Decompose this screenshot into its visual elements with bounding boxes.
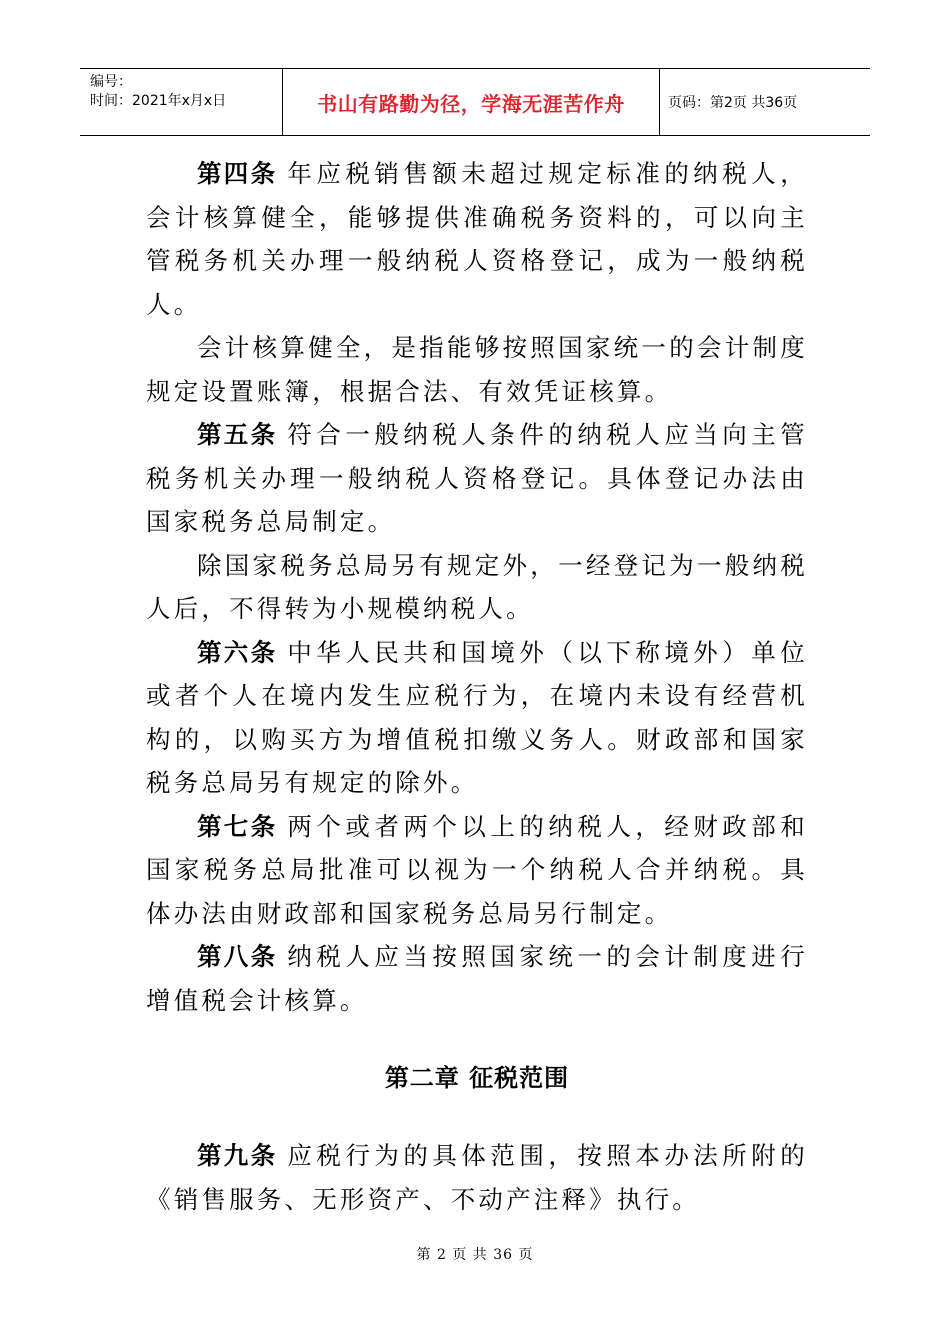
article-number: 第七条 (197, 811, 278, 841)
document-number-label: 编号： (90, 74, 132, 90)
page-footer: 第 2 页 共 36 页 (416, 1247, 534, 1263)
article-text: 除国家税务总局另有规定外，一经登记为一般纳税人后，不得转为小规模纳税人。 (146, 550, 808, 623)
document-body (146, 152, 808, 1221)
article-text: 纳税人应当按照国家统一的会计制度进行增值税会计核算。 (146, 942, 808, 1015)
article-paragraph (146, 413, 808, 544)
article-text: 中华人民共和国境外（以下称境外）单位或者个人在境内发生应税行为，在境内未设有经营机构的，以购买方为增值税扣缴义务人。财政部和国家税务总局另有规定的除外。 (146, 637, 808, 797)
article-number: 第六条 (197, 637, 278, 667)
article-paragraph (146, 152, 808, 326)
article-paragraph (146, 935, 808, 1022)
article-paragraph (146, 326, 808, 413)
article-paragraph (146, 544, 808, 631)
article-text: 应税行为的具体范围，按照本办法所附的《销售服务、无形资产、不动产注释》执行。 (146, 1141, 808, 1214)
document-time: 时间：2021年x月x日 (90, 93, 227, 109)
header-page-info: 页码：第2页 共36页 (668, 95, 798, 111)
article-paragraph (146, 1134, 808, 1221)
article-text: 两个或者两个以上的纳税人，经财政部和国家税务总局批准可以视为一个纳税人合并纳税。具体办法由财政部和国家税务总局另行制定。 (146, 811, 808, 928)
header-meta (80, 69, 282, 135)
article-text: 年应税销售额未超过规定标准的纳税人，会计核算健全，能够提供准确税务资料的，可以向主管税务机关办理一般纳税人资格登记，成为一般纳税人。 (146, 159, 808, 319)
chapter-title: 第二章 征税范围 (384, 1064, 570, 1092)
article-text: 会计核算健全，是指能够按照国家统一的会计制度规定设置账簿，根据合法、有效凭证核算。 (146, 333, 808, 406)
header-page-info-cell (660, 69, 870, 135)
header-motto: 书山有路勤为径，学海无涯苦作舟 (317, 91, 625, 116)
article-number: 第四条 (197, 159, 278, 188)
header-motto-cell (282, 69, 660, 135)
page-header (80, 68, 870, 136)
article-number: 第九条 (197, 1141, 278, 1170)
article-number: 第五条 (197, 420, 278, 449)
article-paragraph (146, 631, 808, 805)
article-text: 符合一般纳税人条件的纳税人应当向主管税务机关办理一般纳税人资格登记。具体登记办法由国家税务总局制定。 (146, 420, 808, 536)
article-paragraph (146, 805, 808, 936)
article-number: 第八条 (197, 942, 278, 971)
